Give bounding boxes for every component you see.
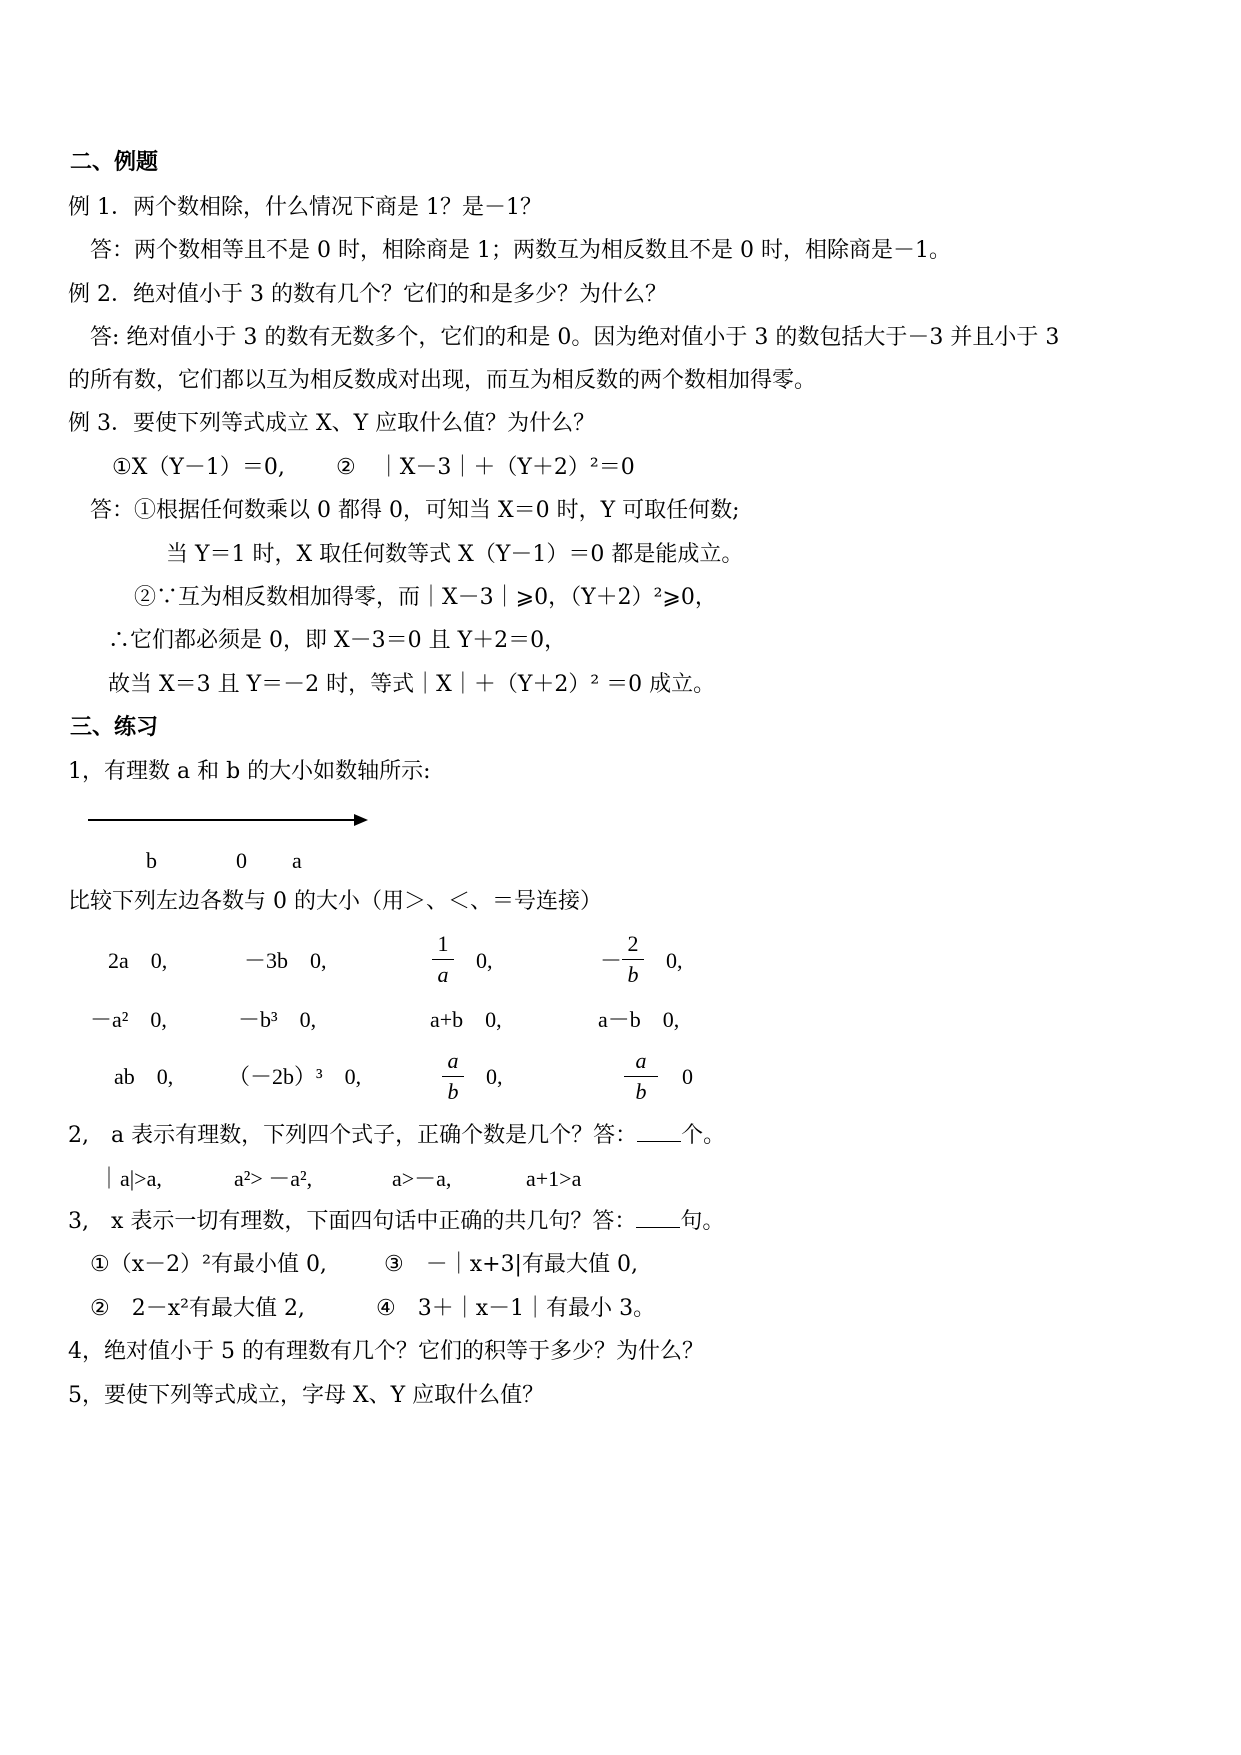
- problem-3-statement-4: ④ 3＋｜x－1｜有最小 3。: [376, 1296, 656, 1321]
- compare-a-over-b-second-tail: 0: [682, 1064, 693, 1089]
- fraction-bar: [622, 959, 644, 960]
- arrow-right-icon: [354, 814, 368, 826]
- compare-a-over-b-tail: 0,: [486, 1064, 503, 1089]
- compare-neg-b-cubed: －b³ 0,: [238, 1007, 317, 1032]
- answer-blank[interactable]: [636, 1207, 680, 1228]
- problem-4-question: 4，绝对值小于 5 的有理数有几个？它们的积等于多少？为什么？: [68, 1339, 704, 1364]
- example-1-question: 例 1．两个数相除，什么情况下商是 1？是－1？: [68, 195, 542, 220]
- fraction-a-over-b-second: [624, 1048, 658, 1105]
- fraction-denominator: b: [627, 962, 639, 987]
- problem-3-question-tail: 句。: [680, 1209, 725, 1234]
- problem-2-question: [68, 1121, 725, 1151]
- compare-a-minus-b: a－b 0,: [598, 1007, 680, 1032]
- example-1-answer: 答：两个数相等且不是 0 时，相除商是 1；两数互为相反数且不是 0 时，相除商是－1。: [90, 238, 951, 263]
- example-3-question: 例 3．要使下列等式成立 X、Y 应取什么值？为什么？: [68, 411, 596, 436]
- example-3-equation-2: ② ｜X－3｜＋（Y＋2）²＝0: [336, 455, 635, 480]
- answer-blank[interactable]: [637, 1121, 681, 1142]
- problem-3-statement-2: ② 2－x²有最大值 2,: [90, 1296, 305, 1321]
- number-line-label-a: a: [292, 848, 302, 873]
- example-2-answer-line1: 答: 绝对值小于 3 的数有无数多个，它们的和是 0。因为绝对值小于 3 的数包括大于－3 并且小于 3: [90, 325, 1060, 350]
- problem-2-item-2: a²> －a²,: [234, 1166, 313, 1191]
- example-3-answer-line4: ∴它们都必须是 0，即 X－3＝0 且 Y＋2＝0，: [108, 628, 567, 653]
- number-line-label-b: b: [146, 848, 157, 873]
- fraction-bar: [442, 1076, 464, 1077]
- fraction-numerator: 1: [437, 931, 449, 956]
- fraction-numerator: a: [635, 1048, 647, 1073]
- problem-5-question: 5，要使下列等式成立，字母 X、Y 应取什么值？: [68, 1383, 545, 1408]
- fraction-bar: [624, 1076, 658, 1077]
- problem-1-question: 1，有理数 a 和 b 的大小如数轴所示:: [68, 759, 431, 784]
- problem-3-question: [68, 1207, 724, 1237]
- example-2-answer-line2: 的所有数，它们都以互为相反数成对出现，而互为相反数的两个数相加得零。: [68, 368, 817, 393]
- fraction-1-over-a: [432, 931, 454, 988]
- fraction-numerator: a: [447, 1048, 459, 1073]
- compare-ab: ab 0,: [114, 1064, 174, 1089]
- problem-3-statement-3: ③ －｜x+3|有最大值 0,: [384, 1252, 638, 1277]
- section-heading-exercises: 三、练习: [70, 715, 159, 740]
- compare-1-over-a-tail: 0,: [476, 948, 493, 973]
- minus-sign: －: [600, 948, 623, 973]
- problem-2-item-3: a>－a,: [392, 1166, 452, 1191]
- fraction-a-over-b: [442, 1048, 464, 1105]
- number-line: [86, 810, 376, 830]
- example-3-answer-line5: 故当 X＝3 且 Y＝－2 时，等式｜X｜＋（Y＋2）² ＝0 成立。: [108, 672, 716, 697]
- compare-neg-a-squared: －a² 0,: [90, 1007, 167, 1032]
- problem-2-question-text: 2, a 表示有理数，下列四个式子，正确个数是几个？答：: [68, 1123, 638, 1148]
- problem-2-question-tail: 个。: [681, 1123, 726, 1148]
- compare-neg-3b: －3b 0,: [244, 948, 327, 973]
- compare-2a: 2a 0,: [108, 948, 168, 973]
- example-3-equation-1: ①X（Y－1）＝0,: [112, 455, 285, 480]
- number-line-label-zero: 0: [236, 848, 247, 873]
- section-heading-examples: 二、例题: [70, 150, 159, 175]
- problem-3-question-text: 3, x 表示一切有理数，下面四句话中正确的共几句？答：: [68, 1209, 637, 1234]
- example-3-answer-line3: ②∵互为相反数相加得零，而｜X－3｜⩾0，（Y＋2）²⩾0，: [134, 585, 717, 610]
- problem-3-statement-1: ①（x－2）²有最小值 0,: [90, 1252, 327, 1277]
- example-2-question: 例 2．绝对值小于 3 的数有几个？它们的和是多少？为什么？: [68, 282, 667, 307]
- fraction-numerator: 2: [627, 931, 639, 956]
- fraction-denominator: b: [447, 1079, 459, 1104]
- fraction-bar: [432, 959, 454, 960]
- problem-2-item-4: a+1>a: [526, 1166, 582, 1191]
- compare-neg-2b-cubed: （－2b）³ 0,: [228, 1064, 362, 1089]
- example-3-answer-line1: 答：①根据任何数乘以 0 都得 0，可知当 X＝0 时，Y 可取任何数;: [90, 498, 740, 523]
- compare-a-plus-b: a+b 0,: [430, 1007, 502, 1032]
- problem-1-instruction: 比较下列左边各数与 0 的大小（用＞、＜、＝号连接）: [68, 889, 602, 914]
- fraction-2-over-b: [622, 931, 644, 988]
- fraction-denominator: a: [437, 962, 449, 987]
- example-3-answer-line2: 当 Y＝1 时，X 取任何数等式 X（Y－1）＝0 都是能成立。: [166, 542, 744, 567]
- fraction-denominator: b: [635, 1079, 647, 1104]
- problem-2-item-1: ｜a|>a,: [98, 1166, 162, 1191]
- compare-neg-2-over-b-tail: 0,: [666, 948, 683, 973]
